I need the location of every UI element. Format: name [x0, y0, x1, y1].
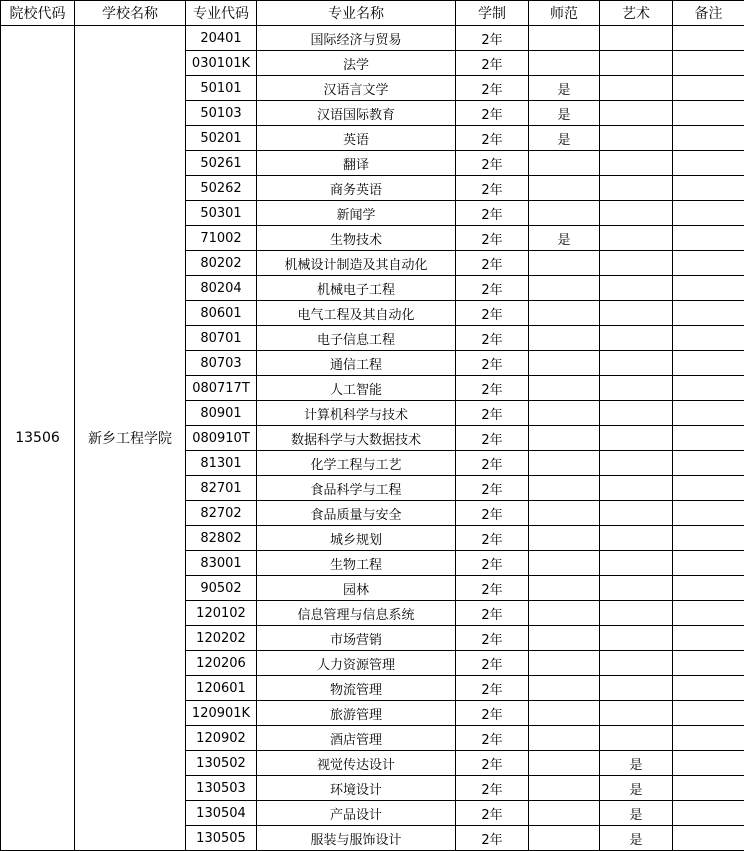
normal-cell — [529, 426, 600, 451]
major-code-cell: 50103 — [186, 101, 257, 126]
duration-cell: 2年 — [456, 76, 529, 101]
duration-cell: 2年 — [456, 126, 529, 151]
major-code-cell: 130505 — [186, 826, 257, 851]
normal-cell — [529, 751, 600, 776]
art-cell — [600, 301, 673, 326]
duration-cell: 2年 — [456, 226, 529, 251]
art-cell: 是 — [600, 826, 673, 851]
art-cell — [600, 226, 673, 251]
major-name-cell: 数据科学与大数据技术 — [257, 426, 456, 451]
note-cell — [673, 276, 744, 301]
art-cell: 是 — [600, 776, 673, 801]
note-cell — [673, 776, 744, 801]
major-code-cell: 50201 — [186, 126, 257, 151]
art-cell — [600, 726, 673, 751]
major-name-cell: 商务英语 — [257, 176, 456, 201]
duration-cell: 2年 — [456, 726, 529, 751]
normal-cell — [529, 726, 600, 751]
major-name-cell: 生物技术 — [257, 226, 456, 251]
note-cell — [673, 176, 744, 201]
normal-cell — [529, 626, 600, 651]
normal-cell: 是 — [529, 226, 600, 251]
note-cell — [673, 251, 744, 276]
note-cell — [673, 751, 744, 776]
art-cell: 是 — [600, 751, 673, 776]
duration-cell: 2年 — [456, 276, 529, 301]
note-cell — [673, 101, 744, 126]
table-row — [1, 26, 744, 51]
major-name-cell: 英语 — [257, 126, 456, 151]
normal-cell — [529, 401, 600, 426]
major-name-cell: 市场营销 — [257, 626, 456, 651]
art-cell — [600, 401, 673, 426]
normal-cell — [529, 576, 600, 601]
art-cell — [600, 601, 673, 626]
note-cell — [673, 201, 744, 226]
major-code-cell: 120901K — [186, 701, 257, 726]
major-name-cell: 机械电子工程 — [257, 276, 456, 301]
school-code-cell: 13506 — [1, 26, 75, 851]
note-cell — [673, 301, 744, 326]
major-name-cell: 视觉传达设计 — [257, 751, 456, 776]
major-code-cell: 120202 — [186, 626, 257, 651]
note-cell — [673, 701, 744, 726]
art-cell — [600, 501, 673, 526]
normal-cell — [529, 276, 600, 301]
major-code-cell: 50301 — [186, 201, 257, 226]
major-name-cell: 信息管理与信息系统 — [257, 601, 456, 626]
major-name-cell: 物流管理 — [257, 676, 456, 701]
note-cell — [673, 726, 744, 751]
major-name-cell: 人力资源管理 — [257, 651, 456, 676]
duration-cell: 2年 — [456, 301, 529, 326]
normal-cell — [529, 451, 600, 476]
art-cell — [600, 651, 673, 676]
major-name-cell: 国际经济与贸易 — [257, 26, 456, 51]
art-cell — [600, 251, 673, 276]
note-cell — [673, 401, 744, 426]
art-cell — [600, 76, 673, 101]
major-code-cell: 120102 — [186, 601, 257, 626]
major-name-cell: 电子信息工程 — [257, 326, 456, 351]
duration-cell: 2年 — [456, 251, 529, 276]
major-name-cell: 旅游管理 — [257, 701, 456, 726]
major-name-cell: 法学 — [257, 51, 456, 76]
normal-cell — [529, 601, 600, 626]
art-cell — [600, 51, 673, 76]
duration-cell: 2年 — [456, 476, 529, 501]
header-duration: 学制 — [456, 1, 529, 26]
normal-cell — [529, 476, 600, 501]
art-cell — [600, 526, 673, 551]
normal-cell: 是 — [529, 76, 600, 101]
major-name-cell: 通信工程 — [257, 351, 456, 376]
note-cell — [673, 326, 744, 351]
major-code-cell: 80901 — [186, 401, 257, 426]
note-cell — [673, 451, 744, 476]
note-cell — [673, 26, 744, 51]
note-cell — [673, 826, 744, 851]
duration-cell: 2年 — [456, 51, 529, 76]
duration-cell: 2年 — [456, 601, 529, 626]
duration-cell: 2年 — [456, 326, 529, 351]
art-cell — [600, 701, 673, 726]
major-code-cell: 080717T — [186, 376, 257, 401]
duration-cell: 2年 — [456, 501, 529, 526]
normal-cell — [529, 676, 600, 701]
major-code-cell: 80701 — [186, 326, 257, 351]
art-cell — [600, 326, 673, 351]
duration-cell: 2年 — [456, 351, 529, 376]
major-code-cell: 120902 — [186, 726, 257, 751]
note-cell — [673, 576, 744, 601]
normal-cell — [529, 376, 600, 401]
art-cell — [600, 476, 673, 501]
art-cell — [600, 151, 673, 176]
note-cell — [673, 651, 744, 676]
duration-cell: 2年 — [456, 751, 529, 776]
art-cell — [600, 101, 673, 126]
header-normal: 师范 — [529, 1, 600, 26]
duration-cell: 2年 — [456, 626, 529, 651]
art-cell — [600, 676, 673, 701]
duration-cell: 2年 — [456, 401, 529, 426]
art-cell — [600, 276, 673, 301]
duration-cell: 2年 — [456, 701, 529, 726]
normal-cell — [529, 801, 600, 826]
major-name-cell: 食品科学与工程 — [257, 476, 456, 501]
major-name-cell: 化学工程与工艺 — [257, 451, 456, 476]
note-cell — [673, 476, 744, 501]
major-name-cell: 服装与服饰设计 — [257, 826, 456, 851]
duration-cell: 2年 — [456, 676, 529, 701]
major-code-cell: 82802 — [186, 526, 257, 551]
header-art: 艺术 — [600, 1, 673, 26]
major-code-cell: 130503 — [186, 776, 257, 801]
note-cell — [673, 151, 744, 176]
duration-cell: 2年 — [456, 426, 529, 451]
school-name-cell: 新乡工程学院 — [75, 26, 186, 851]
major-code-cell: 50262 — [186, 176, 257, 201]
duration-cell: 2年 — [456, 151, 529, 176]
major-name-cell: 园林 — [257, 576, 456, 601]
normal-cell — [529, 551, 600, 576]
major-name-cell: 生物工程 — [257, 551, 456, 576]
major-name-cell: 电气工程及其自动化 — [257, 301, 456, 326]
duration-cell: 2年 — [456, 451, 529, 476]
art-cell — [600, 626, 673, 651]
normal-cell — [529, 301, 600, 326]
duration-cell: 2年 — [456, 176, 529, 201]
art-cell — [600, 376, 673, 401]
major-code-cell: 120601 — [186, 676, 257, 701]
normal-cell — [529, 826, 600, 851]
note-cell — [673, 426, 744, 451]
art-cell — [600, 426, 673, 451]
major-name-cell: 计算机科学与技术 — [257, 401, 456, 426]
major-code-cell: 030101K — [186, 51, 257, 76]
major-code-cell: 080910T — [186, 426, 257, 451]
table-body — [1, 26, 744, 851]
art-cell — [600, 551, 673, 576]
art-cell — [600, 201, 673, 226]
normal-cell — [529, 51, 600, 76]
major-code-cell: 50261 — [186, 151, 257, 176]
major-code-cell: 80601 — [186, 301, 257, 326]
major-name-cell: 汉语国际教育 — [257, 101, 456, 126]
major-name-cell: 汉语言文学 — [257, 76, 456, 101]
art-cell — [600, 126, 673, 151]
major-name-cell: 城乡规划 — [257, 526, 456, 551]
duration-cell: 2年 — [456, 101, 529, 126]
duration-cell: 2年 — [456, 576, 529, 601]
header-major-code: 专业代码 — [186, 1, 257, 26]
normal-cell — [529, 201, 600, 226]
header-major-name: 专业名称 — [257, 1, 456, 26]
art-cell — [600, 576, 673, 601]
normal-cell — [529, 526, 600, 551]
major-name-cell: 人工智能 — [257, 376, 456, 401]
note-cell — [673, 501, 744, 526]
duration-cell: 2年 — [456, 526, 529, 551]
major-name-cell: 酒店管理 — [257, 726, 456, 751]
note-cell — [673, 601, 744, 626]
normal-cell: 是 — [529, 126, 600, 151]
major-name-cell: 机械设计制造及其自动化 — [257, 251, 456, 276]
duration-cell: 2年 — [456, 26, 529, 51]
major-code-cell: 80703 — [186, 351, 257, 376]
normal-cell: 是 — [529, 101, 600, 126]
normal-cell — [529, 651, 600, 676]
major-name-cell: 翻译 — [257, 151, 456, 176]
note-cell — [673, 76, 744, 101]
art-cell — [600, 351, 673, 376]
art-cell — [600, 26, 673, 51]
normal-cell — [529, 776, 600, 801]
duration-cell: 2年 — [456, 201, 529, 226]
major-code-cell: 130504 — [186, 801, 257, 826]
major-name-cell: 环境设计 — [257, 776, 456, 801]
note-cell — [673, 676, 744, 701]
note-cell — [673, 626, 744, 651]
note-cell — [673, 376, 744, 401]
major-code-cell: 80204 — [186, 276, 257, 301]
major-name-cell: 产品设计 — [257, 801, 456, 826]
major-name-cell: 新闻学 — [257, 201, 456, 226]
note-cell — [673, 551, 744, 576]
major-code-cell: 82701 — [186, 476, 257, 501]
note-cell — [673, 51, 744, 76]
art-cell: 是 — [600, 801, 673, 826]
major-code-cell: 81301 — [186, 451, 257, 476]
normal-cell — [529, 326, 600, 351]
major-name-cell: 食品质量与安全 — [257, 501, 456, 526]
duration-cell: 2年 — [456, 776, 529, 801]
note-cell — [673, 226, 744, 251]
major-code-cell: 130502 — [186, 751, 257, 776]
art-cell — [600, 176, 673, 201]
major-code-cell: 120206 — [186, 651, 257, 676]
header-school-name: 学校名称 — [75, 1, 186, 26]
duration-cell: 2年 — [456, 801, 529, 826]
duration-cell: 2年 — [456, 651, 529, 676]
major-code-cell: 90502 — [186, 576, 257, 601]
normal-cell — [529, 176, 600, 201]
normal-cell — [529, 701, 600, 726]
note-cell — [673, 526, 744, 551]
note-cell — [673, 351, 744, 376]
major-code-cell: 83001 — [186, 551, 257, 576]
header-note: 备注 — [673, 1, 744, 26]
major-code-cell: 50101 — [186, 76, 257, 101]
major-code-cell: 20401 — [186, 26, 257, 51]
duration-cell: 2年 — [456, 376, 529, 401]
normal-cell — [529, 501, 600, 526]
major-code-cell: 82702 — [186, 501, 257, 526]
note-cell — [673, 801, 744, 826]
normal-cell — [529, 351, 600, 376]
header-school-code: 院校代码 — [1, 1, 75, 26]
normal-cell — [529, 151, 600, 176]
normal-cell — [529, 251, 600, 276]
major-code-cell: 80202 — [186, 251, 257, 276]
header-row — [1, 1, 744, 26]
duration-cell: 2年 — [456, 551, 529, 576]
art-cell — [600, 451, 673, 476]
major-code-cell: 71002 — [186, 226, 257, 251]
note-cell — [673, 126, 744, 151]
duration-cell: 2年 — [456, 826, 529, 851]
normal-cell — [529, 26, 600, 51]
